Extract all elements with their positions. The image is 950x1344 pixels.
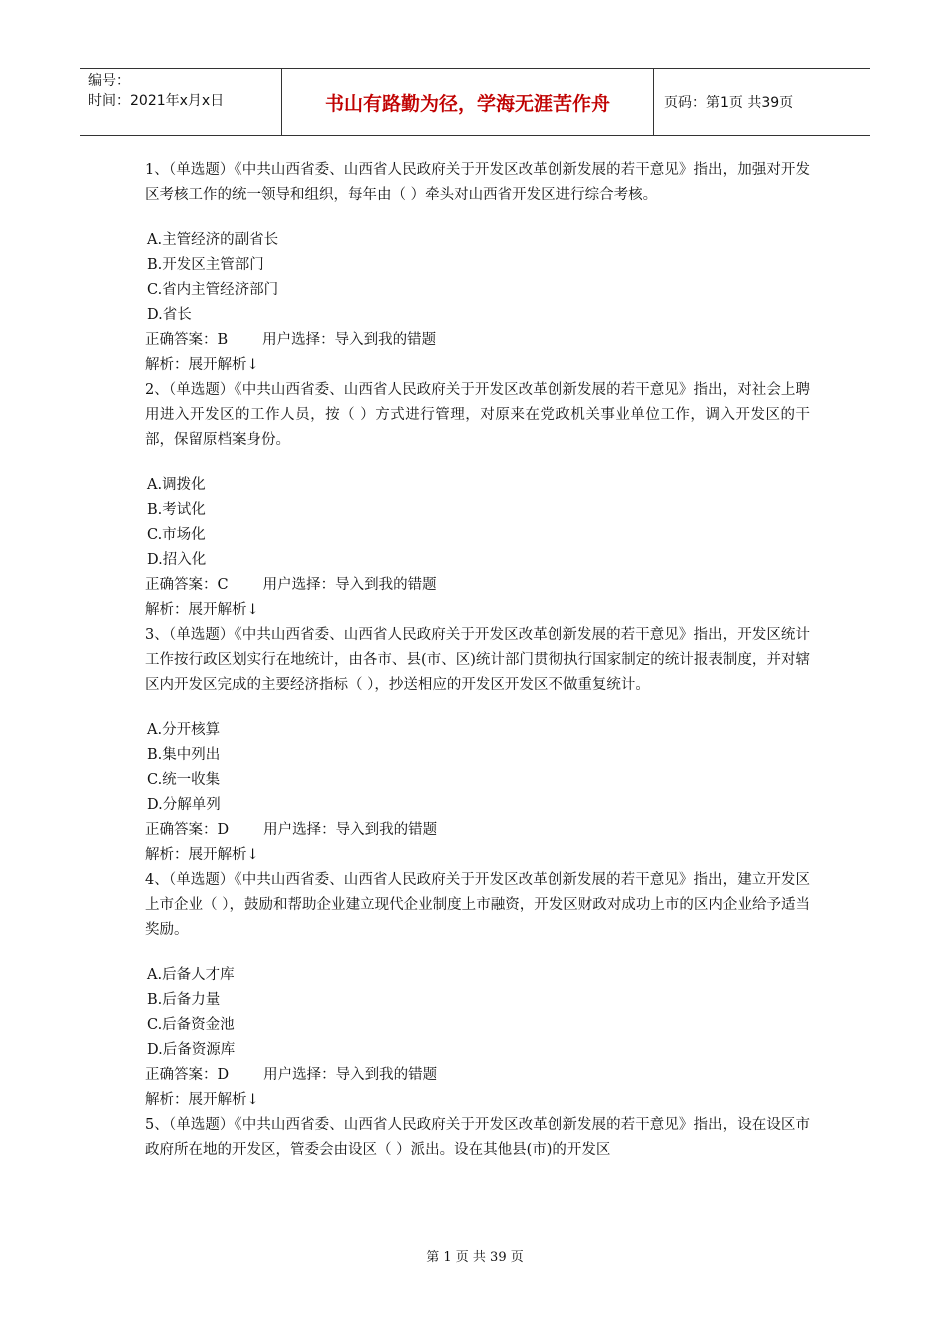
option-c[interactable]: C.后备资金池 — [147, 1017, 235, 1033]
question-text: 2、（单选题）《中共山西省委、山西省人民政府关于开发区改革创新发展的若干意见》指出，对社会上聘用进入开发区的工作人员，按（ ）方式进行管理，对原来在党政机关事业单位工作，调入开发区的干部，保留原档案身份。 — [145, 382, 810, 448]
option-a[interactable]: A.主管经济的副省长 — [147, 232, 279, 248]
user-choice-link[interactable]: 用户选择：导入到我的错题 — [263, 822, 438, 838]
option-a[interactable]: A.分开核算 — [147, 722, 221, 738]
option-b[interactable]: B.开发区主管部门 — [147, 257, 264, 273]
page-header — [80, 68, 870, 136]
question-text: 5、（单选题）《中共山西省委、山西省人民政府关于开发区改革创新发展的若干意见》指出，设在设区市政府所在地的开发区，管委会由设区（ ）派出。设在其他县(市)的开发区 — [145, 1117, 810, 1158]
question-list — [145, 158, 810, 1163]
option-d[interactable]: D.后备资源库 — [147, 1042, 236, 1058]
question-text: 3、（单选题）《中共山西省委、山西省人民政府关于开发区改革创新发展的若干意见》指出，开发区统计工作按行政区划实行在地统计，由各市、县(市、区)统计部门贯彻执行国家制定的统计报表制度，并对辖区内开发区完成的主要经济指标（ ），抄送相应的开发区开发区不做重复统计。 — [145, 627, 810, 693]
option-d[interactable]: D.省长 — [147, 307, 192, 323]
answer-line — [145, 818, 810, 843]
option-list — [145, 473, 810, 573]
number-label: 编号： — [88, 73, 130, 89]
answer-line — [145, 1063, 810, 1088]
correct-answer: 正确答案：B — [145, 332, 229, 348]
user-choice-link[interactable]: 用户选择：导入到我的错题 — [263, 1067, 438, 1083]
question-3 — [145, 623, 810, 868]
option-c[interactable]: C.统一收集 — [147, 772, 221, 788]
option-list — [145, 718, 810, 818]
header-motto: 书山有路勤为径，学海无涯苦作舟 — [282, 69, 654, 135]
user-choice-link[interactable]: 用户选择：导入到我的错题 — [262, 332, 437, 348]
question-text: 1、（单选题）《中共山西省委、山西省人民政府关于开发区改革创新发展的若干意见》指出，加强对开发区考核工作的统一领导和组织，每年由（ ）牵头对山西省开发区进行综合考核。 — [145, 162, 810, 203]
option-b[interactable]: B.集中列出 — [147, 747, 221, 763]
question-1 — [145, 158, 810, 378]
user-choice-link[interactable]: 用户选择：导入到我的错题 — [262, 577, 437, 593]
analysis-toggle[interactable]: 解析：展开解析↓ — [145, 847, 259, 863]
option-b[interactable]: B.后备力量 — [147, 992, 221, 1008]
analysis-toggle[interactable]: 解析：展开解析↓ — [145, 602, 259, 618]
correct-answer: 正确答案：C — [145, 577, 229, 593]
question-2 — [145, 378, 810, 623]
page-footer: 第 1 页 共 39 页 — [426, 1250, 524, 1265]
option-list — [145, 228, 810, 328]
question-4 — [145, 868, 810, 1113]
correct-answer: 正确答案：D — [145, 1067, 230, 1083]
analysis-toggle[interactable]: 解析：展开解析↓ — [145, 1092, 259, 1108]
answer-line — [145, 573, 810, 598]
question-5 — [145, 1113, 810, 1163]
option-d[interactable]: D.分解单列 — [147, 797, 221, 813]
analysis-toggle[interactable]: 解析：展开解析↓ — [145, 357, 259, 373]
answer-line — [145, 328, 810, 353]
option-c[interactable]: C.省内主管经济部门 — [147, 282, 279, 298]
option-list — [145, 963, 810, 1063]
header-page-info: 页码：第1页 共39页 — [664, 95, 794, 111]
option-b[interactable]: B.考试化 — [147, 502, 206, 518]
option-d[interactable]: D.招入化 — [147, 552, 207, 568]
option-a[interactable]: A.后备人才库 — [147, 967, 235, 983]
date-label: 时间：2021年x月x日 — [88, 93, 225, 109]
option-a[interactable]: A.调拨化 — [147, 477, 206, 493]
correct-answer: 正确答案：D — [145, 822, 230, 838]
question-text: 4、（单选题）《中共山西省委、山西省人民政府关于开发区改革创新发展的若干意见》指出，建立开发区上市企业（ ），鼓励和帮助企业建立现代企业制度上市融资，开发区财政对成功上市的区内企业给予适当奖励。 — [145, 872, 810, 938]
header-meta — [80, 69, 282, 135]
option-c[interactable]: C.市场化 — [147, 527, 206, 543]
